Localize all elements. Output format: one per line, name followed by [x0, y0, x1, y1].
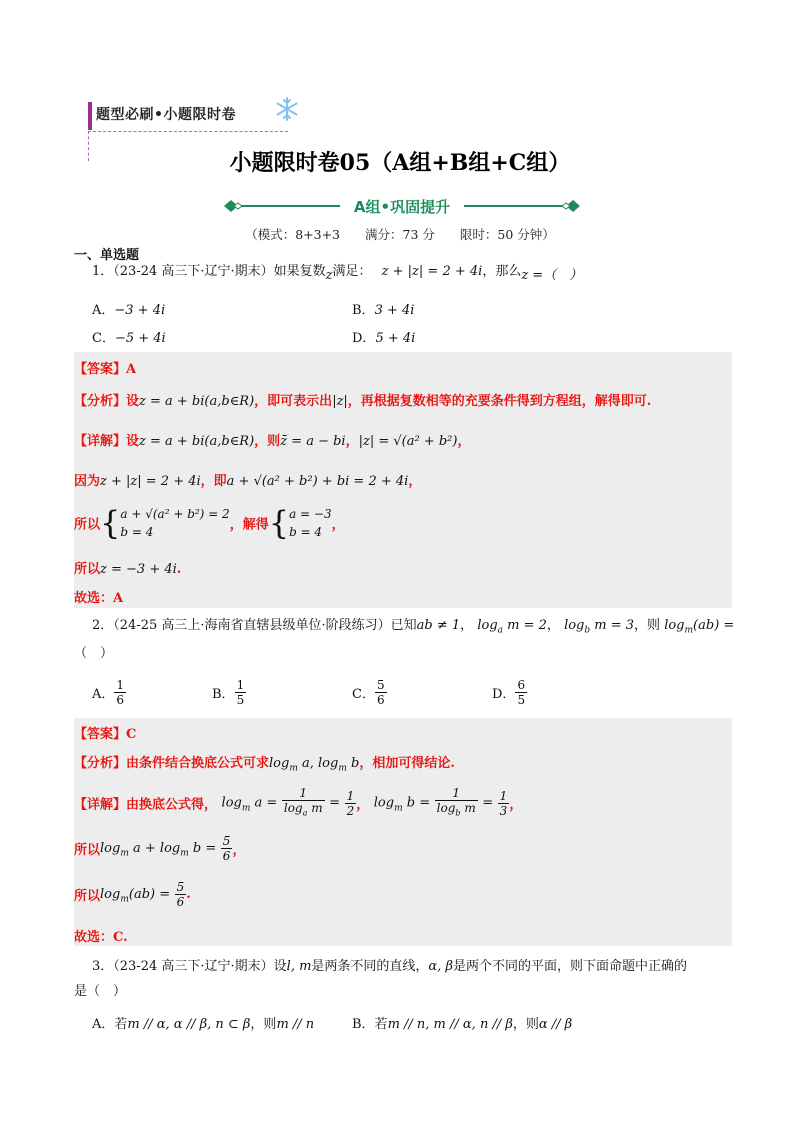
q1-answer: 【答案】A — [74, 362, 137, 377]
section-heading: 一、单选题 — [74, 248, 140, 263]
q2-detail: 【详解】由换底公式得， $\log_m a$ = $\frac{1}{\log_a m}$ = $\frac{1}{2}$ ， $\log_m b$ = $\frac{1}{\log_b m}$ = $\frac{1}{3}$ ， — [74, 786, 523, 818]
q1-because: 因为z + |z| = 2 + 4i，即a + √(a² + b²) + bi = 2 + 4i， — [74, 474, 422, 489]
q3-option-b: B．若m // n, m // α, n // β，则α // β — [352, 1017, 573, 1032]
q1-conclusion: 所以z = −3 + 4i. — [74, 562, 182, 577]
q2-choose: 故选：C. — [74, 930, 128, 945]
q2-answer: 【答案】C — [74, 727, 137, 742]
q1-system: 所以{ a + √(a² + b²) = 2 b = 4 ，解得{ a = −3 b = 4 ， — [74, 504, 345, 542]
q2-paren: （ ） — [74, 646, 114, 661]
exam-meta: （模式：8+3+3 满分：73 分 限时：50 分钟） — [245, 227, 555, 242]
banner-label: A组•巩固提升 — [353, 198, 451, 216]
q2-option-c: C． $\frac{5}{6}$ — [352, 678, 385, 707]
q3-option-a: A．若m // α, α // β, n ⊂ β，则m // n — [92, 1017, 315, 1032]
q1-analysis: 【分析】设z = a + bi(a,b∈R)，即可表示出|z|，再根据复数相等的充要条件得到方程组，解得即可. — [74, 394, 652, 409]
question-3-stem: 3．（23-24 高三下·辽宁·期末）设l, m是两条不同的直线，α, β是两个不同的平面，则下面命题中正确的 — [92, 959, 687, 974]
q1-option-a: A．−3 + 4i — [92, 303, 166, 318]
q1-detail: 【详解】设z = a + bi(a,b∈R)，则z̄ = a − bi，|z| = √(a² + b²)， — [74, 434, 471, 449]
q2-option-b: B． $\frac{1}{5}$ — [212, 678, 245, 707]
header-accent-bar — [88, 102, 92, 130]
q2-conclusion: 所以$\log_m(ab)$ = $\frac{5}{6}$ . — [74, 880, 191, 909]
question-1-stem: 1．（23-24 高三下·辽宁·期末）如果复数z满足： z + |z| = 2 + 4i，那么z =（ ） — [92, 264, 583, 283]
q2-analysis: 【分析】由条件结合换底公式可求$\log_m a$, $\log_m b$，相加可得结论. — [74, 756, 455, 774]
question-2-stem: 2．（24-25 高三上·海南省直辖县级单位·阶段练习）已知ab ≠ 1， $\log_a m = 2$， $\log_b m = 3$，则 $\log_m(ab)$ = — [92, 618, 735, 636]
header-tag: 题型必刷•小题限时卷 — [96, 107, 236, 123]
q2-option-a: A． $\frac{1}{6}$ — [92, 678, 125, 707]
q1-option-d: D．5 + 4i — [352, 331, 416, 346]
header-divider — [88, 131, 288, 132]
q1-choose: 故选：A — [74, 591, 124, 606]
q2-option-d: D． $\frac{6}{5}$ — [492, 678, 526, 707]
page-title: 小题限时卷05（A组+B组+C组） — [229, 150, 571, 176]
q3-line2: 是（ ） — [74, 984, 127, 999]
snowflake-icon — [274, 96, 300, 122]
q1-option-c: C．−5 + 4i — [92, 331, 166, 346]
q1-option-b: B．3 + 4i — [352, 303, 415, 318]
q2-sum: 所以$\log_m a + \log_m b$ = $\frac{5}{6}$ ， — [74, 834, 246, 863]
